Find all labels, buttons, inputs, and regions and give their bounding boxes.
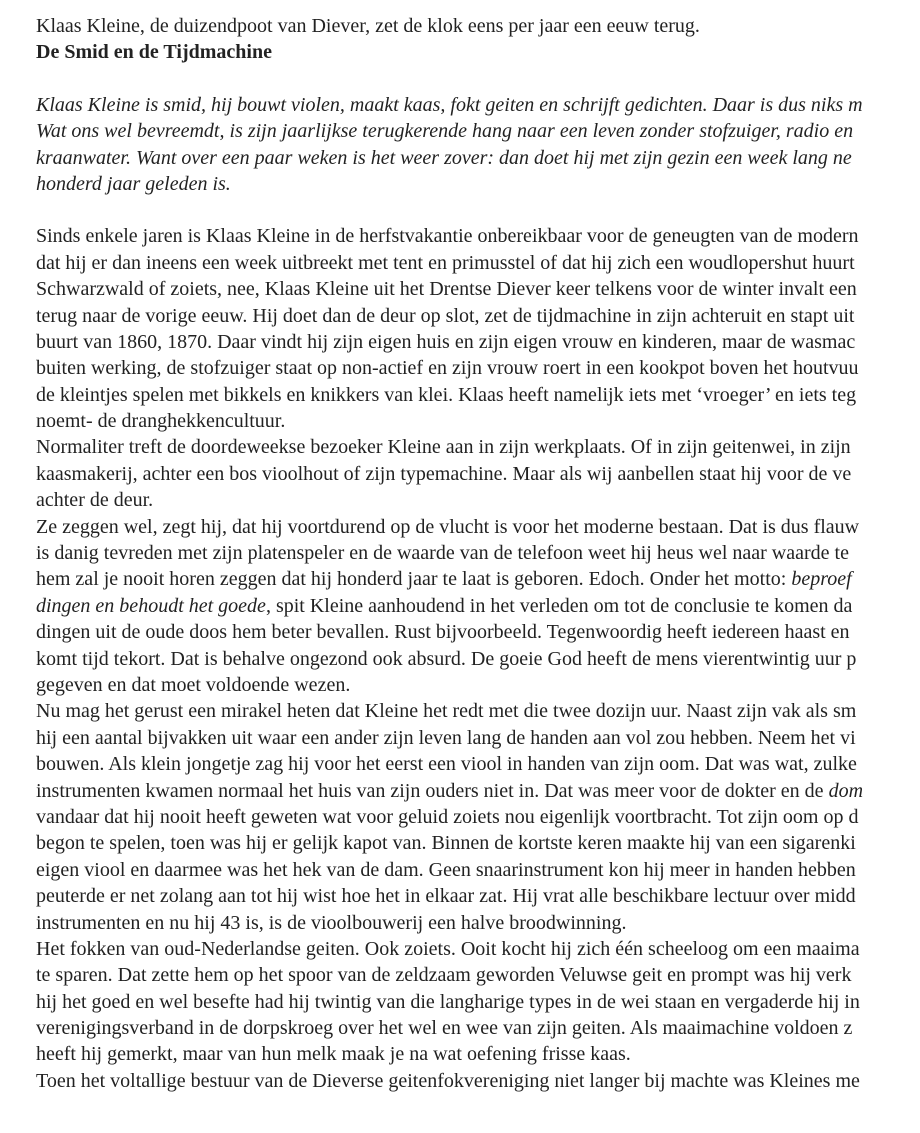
body-line xyxy=(36,962,920,988)
article-intro xyxy=(36,92,920,198)
body-line xyxy=(36,1068,920,1094)
intro-line: Wat ons wel bevreemdt, is zijn jaarlijkse terugkerende hang naar een leven zonder stofzuiger, radio en xyxy=(36,120,854,143)
body-line xyxy=(36,487,920,513)
body-line xyxy=(36,936,920,962)
body-line-text: achter de deur. xyxy=(36,489,154,512)
body-line xyxy=(36,434,920,460)
body-line xyxy=(36,566,920,592)
body-line xyxy=(36,778,920,804)
body-line-text: hem zal je nooit horen zeggen dat hij honderd jaar te laat is geboren. Edoch. Onder het motto: xyxy=(36,568,792,591)
body-line xyxy=(36,593,920,619)
body-line xyxy=(36,329,920,355)
body-line xyxy=(36,725,920,751)
body-line xyxy=(36,619,920,645)
body-line xyxy=(36,989,920,1015)
body-line-text: te sparen. Dat zette hem op het spoor van de zeldzaam geworden Veluwse geit en prompt was hij verk xyxy=(36,964,852,987)
body-line xyxy=(36,382,920,408)
body-line-text: noemt- de dranghekkencultuur. xyxy=(36,410,286,433)
body-line-emphasis: dom xyxy=(828,779,864,802)
body-line xyxy=(36,276,920,302)
body-line-text: Ze zeggen wel, zegt hij, dat hij voortdurend op de vlucht is voor het moderne bestaan. Dat is dus flauw xyxy=(36,515,860,538)
body-line xyxy=(36,223,920,249)
body-line xyxy=(36,408,920,434)
body-line xyxy=(36,355,920,381)
body-line-text: terug naar de vorige eeuw. Hij doet dan de deur op slot, zet de tijdmachine in zijn achteruit en stapt uit xyxy=(36,304,855,327)
body-line xyxy=(36,804,920,830)
intro-line: kraanwater. Want over een paar weken is het weer zover: dan doet hij met zijn gezin een week lang ne xyxy=(36,146,852,169)
body-line-text: peuterde er net zolang aan tot hij wist hoe het in elkaar zat. Hij vrat alle beschikbare lectuur over midd xyxy=(36,885,856,908)
body-line-text: verenigingsverband in de dorpskroeg over het wel en wee van zijn geiten. Als maaimachine voldoen z xyxy=(36,1017,853,1040)
body-line-text: dat hij er dan ineens een week uitbreekt met tent en primusstel of dat hij zich een woudlopershut huurt xyxy=(36,251,855,274)
body-line-text: gegeven en dat moet voldoende wezen. xyxy=(36,673,351,696)
body-line-emphasis: beproef xyxy=(791,568,852,591)
body-line xyxy=(36,830,920,856)
body-line-text: hij een aantal bijvakken uit waar een ander zijn leven lang de handen aan vol zou hebben. Neem het vi xyxy=(36,726,856,749)
body-line xyxy=(36,751,920,777)
body-line xyxy=(36,857,920,883)
body-line-text: Toen het voltallige bestuur van de Dieverse geitenfokvereniging niet langer bij machte was Kleines me xyxy=(36,1069,860,1092)
body-line-text: bouwen. Als klein jongetje zag hij voor het eerst een viool in handen van zijn oom. Dat was wat, zulke xyxy=(36,753,857,776)
body-line xyxy=(36,303,920,329)
body-line-text: is danig tevreden met zijn platenspeler en de waarde van de telefoon weet hij heus wel naar waarde te xyxy=(36,542,849,565)
body-line-text: Nu mag het gerust een mirakel heten dat Kleine het redt met die twee dozijn uur. Naast zijn vak als sm xyxy=(36,700,857,723)
body-line xyxy=(36,883,920,909)
body-line xyxy=(36,646,920,672)
body-line-text: buurt van 1860, 1870. Daar vindt hij zijn eigen huis en zijn eigen vrouw en kinderen, maar de wasmac xyxy=(36,330,856,353)
body-line-text: heeft hij gemerkt, maar van hun melk maak je na wat oefening frisse kaas. xyxy=(36,1043,631,1066)
body-line xyxy=(36,514,920,540)
body-line-text: Normaliter treft de doordeweekse bezoeker Kleine aan in zijn werkplaats. Of in zijn geitenwei, in zijn xyxy=(36,436,851,459)
body-line-text: eigen viool en daarmee was het hek van de dam. Geen snaarinstrument kon hij meer in handen hebben xyxy=(36,858,856,881)
spacer xyxy=(36,66,920,92)
article-body xyxy=(36,223,920,1094)
body-line-text: instrumenten en nu hij 43 is, is de vioolbouwerij een halve broodwinning. xyxy=(36,911,627,934)
article-kicker: Klaas Kleine, de duizendpoot van Diever, zet de klok eens per jaar een eeuw terug. xyxy=(36,15,700,37)
body-line-text: instrumenten kwamen normaal het huis van zijn ouders niet in. Dat was meer voor de dokter en de xyxy=(36,779,829,802)
body-line-text: komt tijd tekort. Dat is behalve ongezond ook absurd. De goeie God heeft de mens vierentwintig uur p xyxy=(36,647,857,670)
intro-line: honderd jaar geleden is. xyxy=(36,172,231,195)
body-line-text: , spit Kleine aanhoudend in het verleden om tot de conclusie te komen da xyxy=(265,594,853,617)
body-line xyxy=(36,1015,920,1041)
body-line-text: kaasmakerij, achter een bos vioolhout of zijn typemachine. Maar als wij aanbellen staat hij voor de ve xyxy=(36,462,852,485)
body-line-emphasis: dingen en behoudt het goede xyxy=(36,594,266,617)
body-line-text: de kleintjes spelen met bikkels en knikkers van klei. Klaas heeft namelijk iets met ‘vroeger’ en iets teg xyxy=(36,383,857,406)
body-line xyxy=(36,461,920,487)
body-line xyxy=(36,910,920,936)
article-title: De Smid en de Tijdmachine xyxy=(36,41,272,64)
body-line-text: begon te spelen, toen was hij er gelijk kapot van. Binnen de kortste keren maakte hij van een sigarenki xyxy=(36,832,856,855)
body-line xyxy=(36,672,920,698)
body-line-text: vandaar dat hij nooit heeft geweten wat voor geluid zoiets nou eigenlijk voortbracht. Tot zijn oom op d xyxy=(36,805,859,828)
body-line xyxy=(36,540,920,566)
body-line-text: Het fokken van oud-Nederlandse geiten. Ook zoiets. Ooit kocht hij zich één scheeloog om een maaima xyxy=(36,937,860,960)
article xyxy=(36,13,920,1094)
body-line xyxy=(36,1041,920,1067)
body-line-text: dingen uit de oude doos hem beter bevallen. Rust bijvoorbeeld. Tegenwoordig heeft iedereen haast en xyxy=(36,621,850,644)
body-line-text: Sinds enkele jaren is Klaas Kleine in de herfstvakantie onbereikbaar voor de geneugten van de modern xyxy=(36,225,859,248)
body-line-text: Schwarzwald of zoiets, nee, Klaas Kleine uit het Drentse Diever keer telkens voor de winter invalt een xyxy=(36,278,857,301)
spacer xyxy=(36,197,920,223)
body-line xyxy=(36,250,920,276)
intro-line: Klaas Kleine is smid, hij bouwt violen, maakt kaas, fokt geiten en schrijft gedichten. Daar is dus niks m xyxy=(36,93,863,116)
body-line xyxy=(36,698,920,724)
body-line-text: hij het goed en wel besefte had hij twintig van die langharige types in de wei staan en vergaderde hij in xyxy=(36,990,860,1013)
body-line-text: buiten werking, de stofzuiger staat op non-actief en zijn vrouw roert in een kookpot boven het houtvuu xyxy=(36,357,859,380)
